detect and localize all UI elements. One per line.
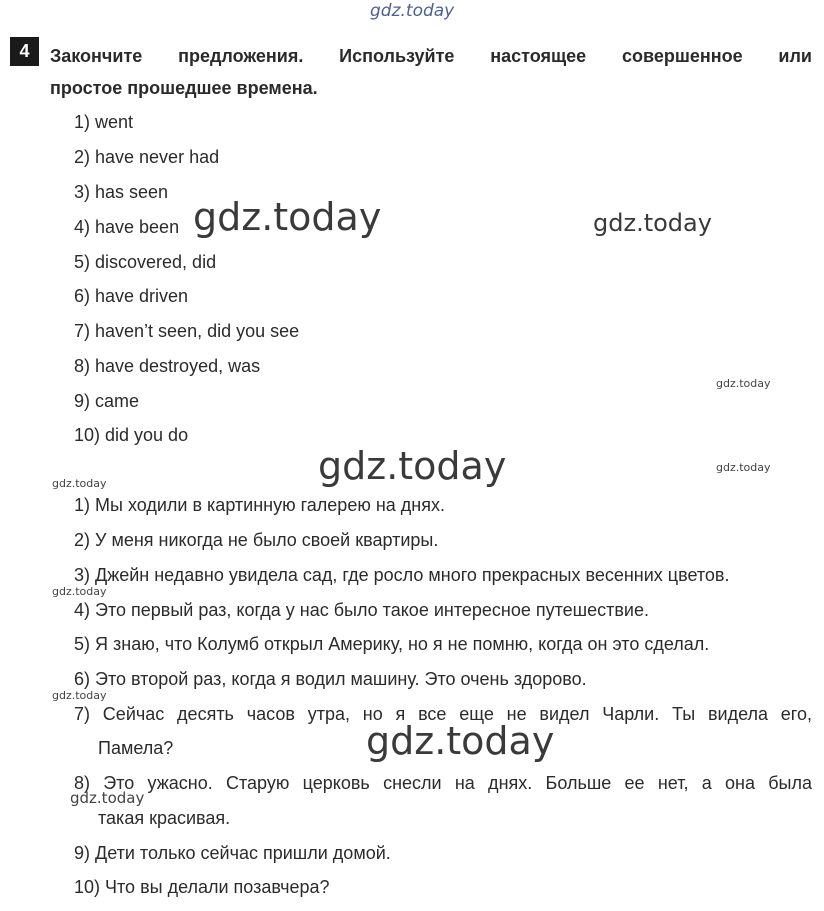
task-instruction-line1: Закончите предложения. Используйте настоящее совершенное или	[50, 46, 812, 66]
answer-item: 1) went	[74, 112, 134, 132]
translation-item: 8) Это ужасно. Старую церковь снесли на днях. Больше ее нет, а она была	[74, 773, 812, 793]
translation-item: 5) Я знаю, что Колумб открыл Америку, но я не помню, когда он это сделал.	[74, 634, 710, 654]
watermark-big-1: gdz.today	[193, 195, 382, 239]
watermark-top: gdz.today	[370, 1, 455, 21]
watermark-small-5: gdz.today	[52, 689, 107, 702]
translation-item: 6) Это второй раз, когда я водил машину. Это очень здорово.	[74, 669, 587, 689]
answer-item: 8) have destroyed, was	[74, 356, 261, 376]
answer-item: 10) did you do	[74, 425, 189, 445]
answer-item: 6) have driven	[74, 286, 189, 306]
watermark-big-2: gdz.today	[318, 444, 507, 488]
watermark-small-6: gdz.today	[70, 789, 145, 807]
watermark-small-4: gdz.today	[52, 585, 107, 598]
answer-item: 4) have been	[74, 217, 180, 237]
translation-item: 4) Это первый раз, когда у нас было такое интересное путешествие.	[74, 600, 649, 620]
watermark-big-3: gdz.today	[366, 719, 555, 763]
answer-item: 7) haven’t seen, did you see	[74, 321, 300, 341]
task-instruction-line2: простое прошедшее времена.	[50, 78, 318, 98]
watermark-small-1: gdz.today	[716, 377, 771, 390]
translation-item-cont: Памела?	[98, 738, 174, 758]
translation-item: 7) Сейчас десять часов утра, но я все еще не видел Чарли. Ты видела его,	[74, 704, 812, 724]
answer-item: 5) discovered, did	[74, 252, 217, 272]
answer-item: 2) have never had	[74, 147, 220, 167]
translation-item: 1) Мы ходили в картинную галерею на днях.	[74, 495, 445, 515]
watermark-right-1: gdz.today	[593, 209, 712, 237]
task-number-badge: 4	[10, 37, 39, 66]
translation-item: 10) Что вы делали позавчера?	[74, 877, 330, 897]
translation-item: 3) Джейн недавно увидела сад, где росло много прекрасных весенних цветов.	[74, 565, 730, 585]
translation-item: 9) Дети только сейчас пришли домой.	[74, 843, 391, 863]
translation-item-cont: такая красивая.	[98, 808, 231, 828]
translation-item: 2) У меня никогда не было своей квартиры.	[74, 530, 439, 550]
answer-item: 3) has seen	[74, 182, 169, 202]
watermark-small-2: gdz.today	[716, 461, 771, 474]
watermark-small-3: gdz.today	[52, 477, 107, 490]
answer-item: 9) came	[74, 391, 140, 411]
